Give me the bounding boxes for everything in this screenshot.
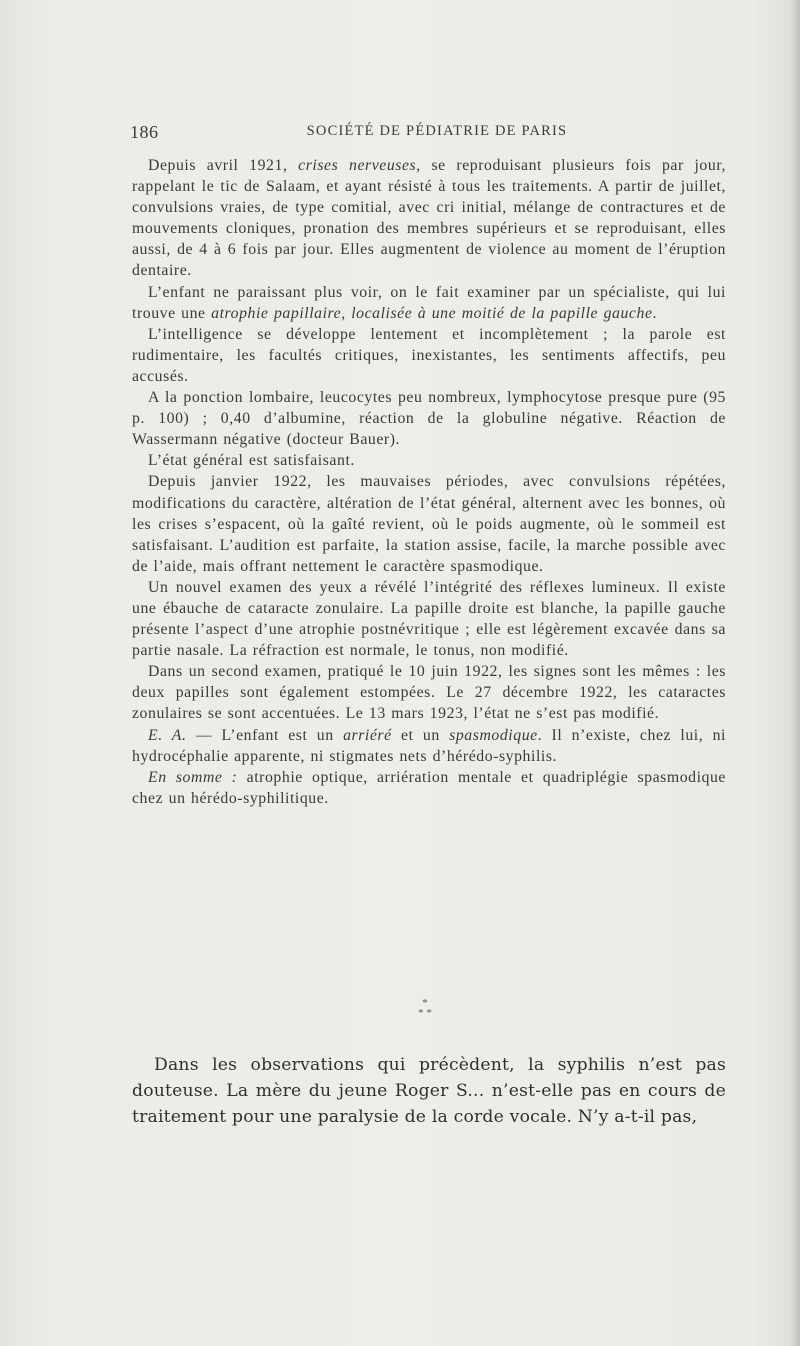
paragraph-janvier-1922: Depuis janvier 1922, les mauvaises périodes, avec convulsions répétées, modifications du caractère, altération de l’état général, alternent avec les bonnes, où les crises s’espacent, où la gaîté revient, où le poids augmente, où le sommeil est satisfaisant. L’audition est parfaite, la station assise, facile, la marche possible avec de l’aide, mais offrant nettement le caractère spasmodique. [132, 473, 726, 575]
italic-ea: E. A. [148, 726, 187, 744]
paragraph-second-examen: Dans un second examen, pratiqué le 10 juin 1922, les signes sont les mêmes : les deux papilles sont également estompées. Le 27 décembre 1922, les cataractes zonulaires se sont accentuées. Le 13 mars 1923, l’état ne s’est pas modifié. [132, 663, 726, 723]
paragraph-ponction-lombaire: A la ponction lombaire, leucocytes peu nombreux, lymphocytose presque pure (95 p. 100) ; 0,40 d’albumine, réaction de la globuline négative. Réaction de Wassermann négative (docteur Bauer). [132, 389, 726, 449]
paragraph-crises: Depuis avril 1921, crises nerveuses, se reproduisant plusieurs fois par jour, rappelant le tic de Salaam, et ayant résisté à tous les traitements. A partir de juillet, convulsions vraies, de type comitial, avec cri initial, mélange de contractures et de mouvements cloniques, pronation des membres supérieurs et se reproduisant, elles aussi, de 4 à 6 fois par jour. Elles augmentent de violence au moment de l’éruption dentaire. [132, 157, 726, 280]
page-number: 186 [130, 122, 159, 142]
paragraph-intelligence: L’intelligence se développe lentement et incomplètement ; la parole est rudimentaire, les facultés critiques, inexistantes, les sentiments affectifs, peu accusés. [132, 325, 726, 385]
page-header [130, 122, 724, 144]
paragraph-etat-general: L’état général est satisfaisant. [148, 452, 355, 470]
asterism-top: * [422, 997, 428, 1009]
asterism-bottom: * * [418, 1007, 432, 1019]
italic-atrophie-papillaire: atrophie papillaire, localisée à une moitié de la papille gauche [211, 304, 653, 322]
italic-en-somme: En somme : [148, 768, 238, 786]
asterism-separator [410, 998, 440, 1028]
paragraph-etat-actuel: E. A. — L’enfant est un arriéré et un spasmodique. Il n’existe, chez lui, ni hydrocéphalie apparente, ni stigmates nets d’hérédo-syphilis. [132, 726, 726, 765]
paragraph-discussion: Dans les observations qui précèdent, la syphilis n’est pas douteuse. La mère du jeune Roger S... n’est-elle pas en cours de traitement pour une paralysie de la corde vocale. N’y a-t-il pas, [132, 1055, 726, 1127]
italic-arriere: arriéré [343, 726, 392, 744]
running-title: SOCIÉTÉ DE PÉDIATRIE DE PARIS [306, 123, 568, 139]
paragraph-examen-yeux: Un nouvel examen des yeux a révélé l’intégrité des réflexes lumineux. Il existe une ébauche de cataracte zonulaire. La papille droite est blanche, la papille gauche présente l’aspect d’une atrophie postnévritique ; elle est légèrement excavée dans sa partie nasale. La réfraction est normale, le tonus, non modifié. [132, 578, 726, 660]
italic-crises-nerveuses: crises nerveuses [298, 157, 417, 174]
paragraph-examen-specialiste: L’enfant ne paraissant plus voir, on le fait examiner par un spécialiste, qui lui trouve une atrophie papillaire, localisée à une moitié de la papille gauche. [132, 283, 726, 322]
paragraph-en-somme: En somme : atrophie optique, arriération mentale et quadriplégie spasmodique chez un hérédo-syphilitique. [132, 768, 726, 807]
observation-text [132, 155, 726, 809]
page-edge-shadow [790, 0, 800, 1346]
italic-spasmodique: spasmodique [449, 726, 538, 744]
discussion-text [132, 1052, 726, 1130]
